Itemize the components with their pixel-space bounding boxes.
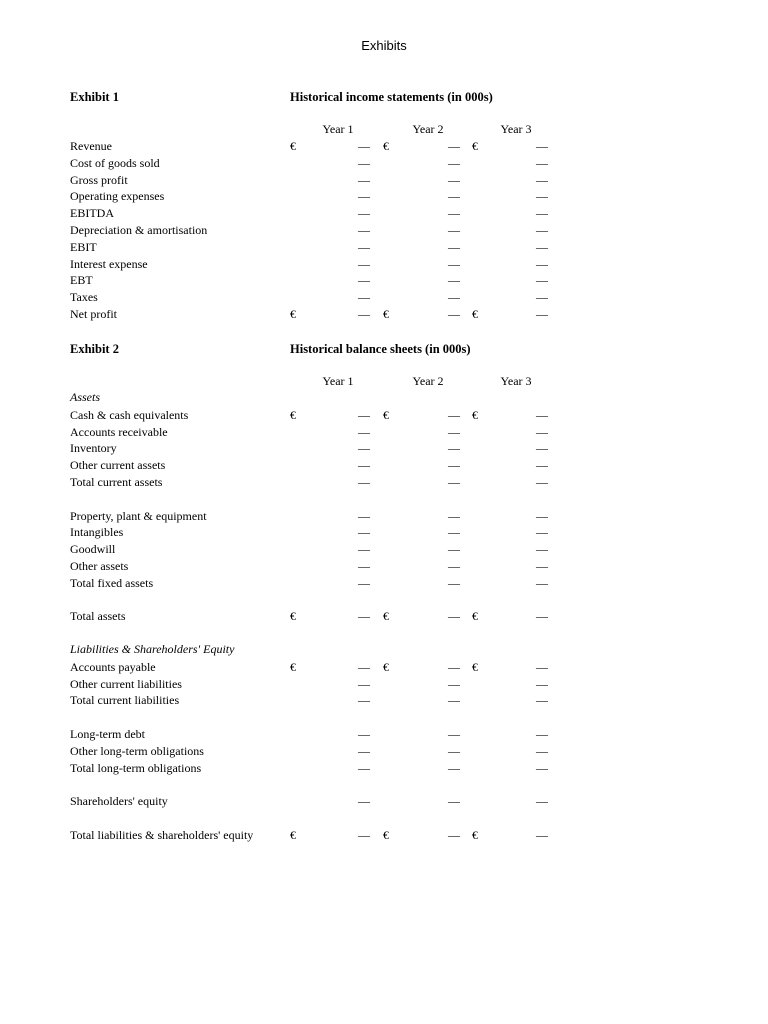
cell-value: — [358,273,370,288]
exhibit-title: Historical income statements (in 000s) [290,90,493,104]
cell-value: — [448,794,460,809]
cell-value: — [358,475,370,489]
cell-value: — [448,475,460,489]
cell-value: — [448,172,460,187]
cell-value: — [448,827,460,842]
section-heading: Assets [70,390,100,404]
cell-value: — [536,727,548,741]
cell-value: — [448,525,460,540]
row-label: Other assets [70,559,129,573]
currency-symbol: € [290,307,296,321]
cell-value: — [358,676,370,691]
currency-symbol: € [472,307,478,321]
cell-value: — [448,609,460,624]
cell-value: — [358,407,370,422]
table-row [0,138,768,155]
cell-value: — [536,458,548,473]
cell-value: — [358,256,370,271]
currency-symbol: € [472,139,478,153]
cell-value: — [358,307,370,321]
currency-symbol: € [383,827,389,842]
cell-value: — [536,676,548,691]
table-row [0,743,768,760]
cell-value: — [536,155,548,170]
cell-value: — [536,223,548,237]
cell-value: — [536,424,548,439]
row-label: EBIT [70,239,97,254]
cell-value: — [448,273,460,288]
cell-value: — [536,407,548,422]
table-row [0,760,768,777]
cell-value: — [358,727,370,741]
row-label: EBITDA [70,206,114,221]
table-row [0,424,768,441]
cell-value: — [536,609,548,624]
cell-value: — [536,256,548,271]
cell-value: — [358,827,370,842]
cell-value: — [448,189,460,204]
table-row [0,155,768,172]
row-label: Goodwill [70,542,116,557]
cell-value: — [358,575,370,590]
currency-symbol: € [383,407,389,422]
currency-symbol: € [290,609,296,624]
cell-value: — [358,743,370,758]
table-row [0,306,768,323]
cell-value: — [536,290,548,305]
row-label: Net profit [70,307,117,321]
table-row [0,407,768,424]
cell-value: — [358,542,370,557]
year-header: Year 1 [322,374,354,388]
year-header: Year 3 [500,374,532,388]
cell-value: — [448,256,460,271]
cell-value: — [448,659,460,674]
table-row [0,205,768,222]
cell-value: — [536,307,548,321]
table-row [0,575,768,592]
table-row [0,659,768,676]
cell-value: — [536,542,548,557]
cell-value: — [358,559,370,573]
cell-value: — [358,206,370,221]
table-row [0,172,768,189]
cell-value: — [448,676,460,691]
row-label: Total current liabilities [70,693,180,708]
row-label: Operating expenses [70,189,165,204]
cell-value: — [536,139,548,153]
row-label: Interest expense [70,256,148,271]
table-row [0,726,768,743]
cell-value: — [536,743,548,758]
row-label: Gross profit [70,172,128,187]
row-label: Long-term debt [70,727,145,741]
row-label: Other current assets [70,458,166,473]
exhibit-label: Exhibit 1 [70,90,119,104]
cell-value: — [358,223,370,237]
cell-value: — [448,407,460,422]
cell-value: — [448,508,460,523]
exhibit-1 [0,90,768,330]
table-row [0,558,768,575]
row-label: Taxes [70,290,98,305]
exhibit-label: Exhibit 2 [70,342,119,356]
year-header-row [0,122,768,138]
row-label: Other current liabilities [70,676,182,691]
year-header: Year 1 [322,122,354,136]
table-row [0,827,768,844]
cell-value: — [448,223,460,237]
currency-symbol: € [472,407,478,422]
year-header-row [0,374,768,390]
cell-value: — [536,508,548,523]
cell-value: — [536,206,548,221]
cell-value: — [448,239,460,254]
cell-value: — [448,307,460,321]
cell-value: — [358,760,370,775]
table-row [0,524,768,541]
row-label: Accounts payable [70,659,156,674]
cell-value: — [358,155,370,170]
cell-value: — [358,424,370,439]
cell-value: — [536,575,548,590]
currency-symbol: € [290,407,296,422]
currency-symbol: € [290,827,296,842]
table-row [0,222,768,239]
table-row [0,474,768,491]
cell-value: — [448,290,460,305]
year-header: Year 2 [412,374,444,388]
row-label: EBT [70,273,93,288]
row-label: Intangibles [70,525,124,540]
cell-value: — [536,273,548,288]
cell-value: — [448,693,460,708]
exhibit-title: Historical balance sheets (in 000s) [290,342,471,356]
table-row [0,272,768,289]
table-row [0,793,768,810]
row-label: Cash & cash equivalents [70,407,189,422]
currency-symbol: € [383,609,389,624]
currency-symbol: € [383,307,389,321]
cell-value: — [358,458,370,473]
cell-value: — [448,575,460,590]
table-row [0,692,768,709]
year-header: Year 2 [412,122,444,136]
row-label: Property, plant & equipment [70,508,207,523]
exhibit-2 [0,342,768,862]
cell-value: — [448,206,460,221]
cell-value: — [358,172,370,187]
row-label: Total assets [70,609,126,624]
row-label: Accounts receivable [70,424,168,439]
cell-value: — [358,239,370,254]
cell-value: — [448,441,460,456]
cell-value: — [358,139,370,153]
cell-value: — [448,743,460,758]
table-row [0,541,768,558]
cell-value: — [536,475,548,489]
cell-value: — [358,794,370,809]
cell-value: — [536,559,548,573]
cell-value: — [448,559,460,573]
row-label: Total long-term obligations [70,760,202,775]
row-label: Total liabilities & shareholders' equity [70,827,254,842]
cell-value: — [536,189,548,204]
page-title: Exhibits [361,38,407,53]
row-label: Total current assets [70,475,163,489]
cell-value: — [448,760,460,775]
currency-symbol: € [383,659,389,674]
table-row [0,239,768,256]
currency-symbol: € [383,139,389,153]
row-label: Total fixed assets [70,575,154,590]
cell-value: — [358,693,370,708]
row-label: Other long-term obligations [70,743,204,758]
table-row [0,440,768,457]
row-label: Inventory [70,441,117,456]
cell-value: — [536,827,548,842]
currency-symbol: € [290,659,296,674]
row-label: Depreciation & amortisation [70,223,208,237]
cell-value: — [536,693,548,708]
row-label: Cost of goods sold [70,155,160,170]
row-label: Revenue [70,139,112,153]
table-row [0,188,768,205]
currency-symbol: € [472,609,478,624]
cell-value: — [536,172,548,187]
cell-value: — [536,794,548,809]
currency-symbol: € [290,139,296,153]
cell-value: — [536,239,548,254]
cell-value: — [448,424,460,439]
year-header: Year 3 [500,122,532,136]
cell-value: — [536,525,548,540]
currency-symbol: € [472,659,478,674]
table-row [0,289,768,306]
table-row [0,508,768,525]
cell-value: — [536,659,548,674]
cell-value: — [358,659,370,674]
cell-value: — [536,441,548,456]
table-row [0,676,768,693]
cell-value: — [358,441,370,456]
table-row [0,608,768,625]
cell-value: — [448,139,460,153]
row-label: Shareholders' equity [70,794,168,809]
section-heading: Liabilities & Shareholders' Equity [70,642,235,656]
cell-value: — [358,525,370,540]
cell-value: — [358,290,370,305]
cell-value: — [448,542,460,557]
table-row [0,457,768,474]
cell-value: — [448,155,460,170]
cell-value: — [448,727,460,741]
table-row [0,256,768,273]
currency-symbol: € [472,827,478,842]
cell-value: — [536,760,548,775]
cell-value: — [358,508,370,523]
cell-value: — [448,458,460,473]
cell-value: — [358,189,370,204]
cell-value: — [358,609,370,624]
